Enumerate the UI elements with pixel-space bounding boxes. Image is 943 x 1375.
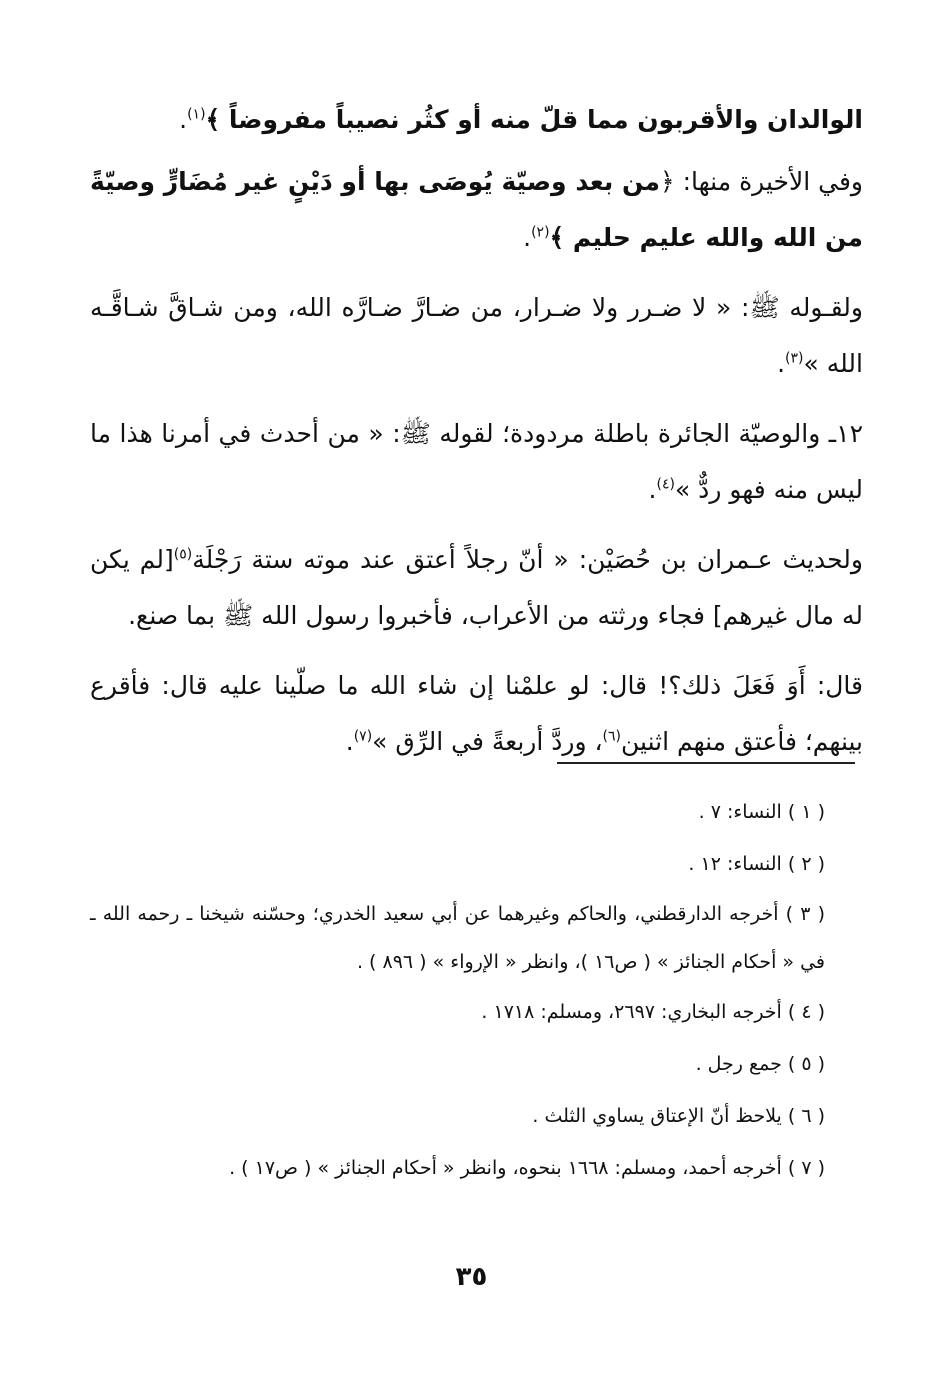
footnote-2: ( ٢ ) النساء: ١٢ . (688, 853, 825, 875)
hadith-text: قال: أَوَ فَعَلَ ذلك؟! قال: لو علمْنا إن شاء الله ما صلّينا عليه قال: فأقرع بينهم؛ فأعتق منهم اثنين (90, 671, 863, 756)
hadith-text: ولقـوله ﷺ: « لا ضـرر ولا ضـرار، من ضـارَّ ضـارَّه الله، ومن شـاقَّ شـاقَّـه الله » (90, 293, 863, 378)
footnote-7: ( ٧ ) أخرجه أحمد، ومسلم: ١٦٦٨ بنحوه، وانظر « أحكام الجنائز » ( ص١٧ ) . (229, 1157, 825, 1179)
paragraph-6 (90, 658, 863, 770)
footnote-ref: (١) (187, 106, 206, 123)
punctuation: . (179, 105, 188, 134)
punctuation: . (523, 223, 532, 252)
punctuation: . (648, 475, 657, 504)
quran-quote: الوالدان والأقربون مما قلّ منه أو كثُر نصيباً مفروضاً ﴾ (205, 105, 863, 134)
footnote-3: ( ٣ ) أخرجه الدارقطني، والحاكم وغيرهما عن أبي سعيد الخدري؛ وحسّنه شيخنا ـ رحمه الله ـ في « أحكام الجنائز » ( ص١٦ )، وانظر « الإرواء » ( ٨٩٦ ) . (90, 903, 825, 973)
punctuation: . (345, 727, 354, 756)
paragraph-2 (90, 154, 863, 266)
ruling-text: ١٢ـ والوصيّة الجائرة باطلة مردودة؛ لقوله ﷺ: « من أحدث في أمرنا هذا ما ليس منه فهو ردٌّ » (90, 419, 863, 504)
punctuation: . (777, 349, 786, 378)
footnote-ref: (٥) (173, 546, 193, 563)
footnotes (90, 786, 863, 1194)
footnote-ref: (٣) (785, 350, 804, 367)
hadith-text: ولحديث عـمران بن حُصَيْن: « أنّ رجلاً أعتق عند موته ستة رَجْلَة (192, 545, 863, 574)
footnote-ref: (٢) (531, 224, 550, 241)
hadith-text-continued: ، وردَّ أربعةً في الرِّق » (372, 727, 603, 756)
paragraph-1 (90, 92, 863, 148)
footnote-ref: (٧) (353, 728, 373, 745)
paragraph-5 (90, 532, 863, 644)
paragraph-4 (90, 406, 863, 518)
footnote-1: ( ١ ) النساء: ٧ . (698, 801, 825, 823)
page-number: ٣٥ (455, 1262, 488, 1292)
footnote-ref: (٦) (602, 728, 621, 745)
footnote-ref: (٤) (656, 476, 675, 493)
paragraph-3 (90, 280, 863, 392)
footnote-divider (557, 762, 855, 764)
hadith-text-continued: [لم يكن له مال غيرهم] فجاء ورثته من الأعراب، فأخبروا رسول الله ﷺ بما صنع. (90, 545, 863, 630)
paragraph-intro: وفي الأخيرة منها: ﴿ (659, 167, 863, 196)
main-text (90, 92, 863, 784)
footnote-5: ( ٥ ) جمع رجل . (695, 1053, 825, 1075)
quran-quote: من بعد وصيّة يُوصَى بها أو دَيْنٍ غير مُضَارٍّ وصيّةً من الله والله عليم حليم ﴾ (90, 167, 863, 252)
footnote-6: ( ٦ ) يلاحظ أنّ الإعتاق يساوي الثلث . (532, 1105, 825, 1127)
footnote-4: ( ٤ ) أخرجه البخاري: ٢٦٩٧، ومسلم: ١٧١٨ . (481, 1001, 825, 1023)
